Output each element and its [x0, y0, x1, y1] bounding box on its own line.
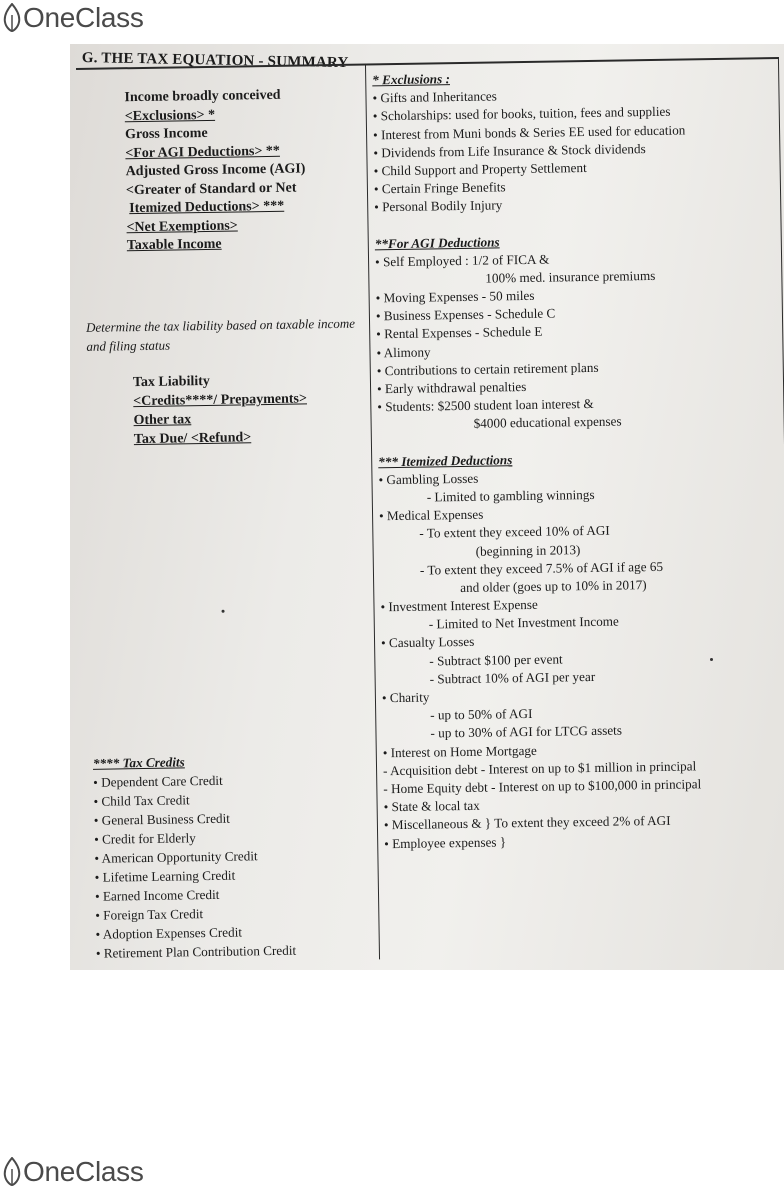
exclusion-item: • Certain Fringe Benefits [373, 179, 506, 197]
credit-item: • Earned Income Credit [94, 886, 220, 904]
exclusions-heading: * Exclusions : [372, 71, 451, 88]
tax-credits-section [93, 749, 379, 962]
itemized-deductions-heading: *** Itemized Deductions [378, 451, 513, 469]
equation-line: Itemized Deductions> *** [129, 198, 285, 217]
determine-note: Determine the tax liability based on taxable income and filing status [85, 315, 356, 354]
equation-line: <Net Exemptions> [126, 217, 238, 235]
equation-line: Gross Income [124, 125, 208, 143]
itemized-item: • Charity [381, 689, 430, 706]
agi-deduction-item: • Contributions to certain retirement plans [376, 359, 599, 379]
tax-liability-block [133, 370, 308, 449]
exclusion-item: • Personal Bodily Injury [374, 197, 503, 215]
itemized-item: - Acquisition debt - Interest on up to $1 million in principal [382, 758, 697, 779]
itemized-item: • Gambling Losses [378, 470, 479, 488]
summary-table [76, 57, 784, 964]
agi-deduction-item: $4000 educational expenses [473, 413, 622, 432]
liability-line: Tax Liability [132, 373, 210, 391]
agi-deduction-item: • Students: $2500 student loan interest & [377, 396, 594, 415]
itemized-item: • Investment Interest Expense [380, 596, 538, 615]
credit-item: • General Business Credit [93, 810, 231, 828]
liability-line: Other tax [133, 412, 192, 429]
itemized-item: and older (goes up to 10% in 2017) [460, 576, 647, 595]
credit-item: • Dependent Care Credit [93, 772, 223, 790]
agi-deduction-item: • Alimony [376, 344, 431, 360]
itemized-item: • Interest on Home Mortgage [382, 742, 537, 760]
exclusion-item: • Scholarships: used for books, tuition, fees and supplies [372, 104, 671, 124]
itemized-item: • Miscellaneous & } To extent they exceed 2% of AGI [383, 813, 671, 833]
itemized-item: • State & local tax [383, 797, 480, 815]
itemized-item: - up to 50% of AGI [430, 706, 533, 723]
itemized-item: - Limited to Net Investment Income [428, 613, 619, 632]
agi-deduction-item: • Rental Expenses - Schedule E [376, 324, 543, 342]
liability-line: <Credits****/ Prepayments> [133, 391, 308, 410]
credit-item: • Retirement Plan Contribution Credit [95, 942, 297, 961]
oneclass-leaf-icon [2, 1157, 22, 1187]
itemized-item: • Casualty Losses [380, 634, 475, 651]
tax-credits-heading: **** Tax Credits [92, 754, 185, 771]
itemized-item: - Subtract $100 per event [429, 651, 563, 669]
itemized-item: - To extent they exceed 10% of AGI [419, 522, 610, 541]
agi-deduction-item: • Self Employed : 1/2 of FICA & [374, 251, 550, 270]
exclusion-item: • Interest from Muni bonds & Series EE used for education [372, 122, 686, 142]
itemized-item: - Limited to gambling winnings [426, 486, 595, 505]
itemized-item: - up to 30% of AGI for LTCG assets [430, 722, 623, 741]
speck [222, 610, 225, 613]
right-column [372, 65, 784, 853]
document-title: G. THE TAX EQUATION - SUMMARY [81, 50, 349, 72]
credit-item: • American Opportunity Credit [94, 848, 258, 866]
exclusion-item: • Gifts and Inheritances [372, 88, 497, 106]
credit-item: • Adoption Expenses Credit [95, 924, 243, 942]
oneclass-leaf-icon [2, 3, 22, 33]
agi-deduction-item: • Moving Expenses - 50 miles [375, 287, 535, 306]
equation-line: Income broadly conceived [124, 87, 281, 106]
tax-equation [124, 85, 367, 255]
equation-line: <For AGI Deductions> ** [125, 143, 280, 161]
brand-name: OneClass [23, 2, 144, 33]
speck [710, 658, 713, 661]
credit-item: • Credit for Elderly [93, 830, 196, 847]
left-column [76, 63, 377, 963]
agi-deduction-item: • Business Expenses - Schedule C [375, 305, 556, 324]
itemized-item: • Medical Expenses [378, 506, 484, 524]
credit-item: • Foreign Tax Credit [95, 906, 204, 923]
brand-name: OneClass [23, 1156, 144, 1187]
exclusion-item: • Dividends from Life Insurance & Stock dividends [373, 140, 646, 161]
agi-deductions-heading: **For AGI Deductions [374, 233, 500, 251]
equation-line: <Greater of Standard or Net [125, 180, 297, 198]
agi-deduction-item: • Early withdrawal penalties [376, 378, 527, 397]
credit-item: • Lifetime Learning Credit [94, 867, 236, 885]
exclusion-item: • Child Support and Property Settlement [373, 159, 587, 179]
itemized-item: - Home Equity debt - Interest on up to $100,000 in principal [383, 776, 702, 797]
liability-line: Tax Due/ <Refund> [133, 430, 252, 448]
itemized-item: - To extent they exceed 7.5% of AGI if age 65 [419, 558, 664, 578]
equation-line: <Exclusions> * [124, 107, 216, 124]
itemized-item: (beginning in 2013) [475, 541, 581, 559]
credit-item: • Child Tax Credit [93, 792, 190, 809]
oneclass-logo-bottom[interactable] [2, 1156, 144, 1188]
itemized-item: • Employee expenses } [384, 833, 507, 851]
equation-line: Taxable Income [126, 236, 222, 254]
oneclass-logo-top[interactable] [2, 2, 144, 34]
itemized-item: - Subtract 10% of AGI per year [429, 668, 596, 687]
agi-deduction-item: 100% med. insurance premiums [485, 267, 656, 286]
equation-line: Adjusted Gross Income (AGI) [125, 161, 306, 180]
